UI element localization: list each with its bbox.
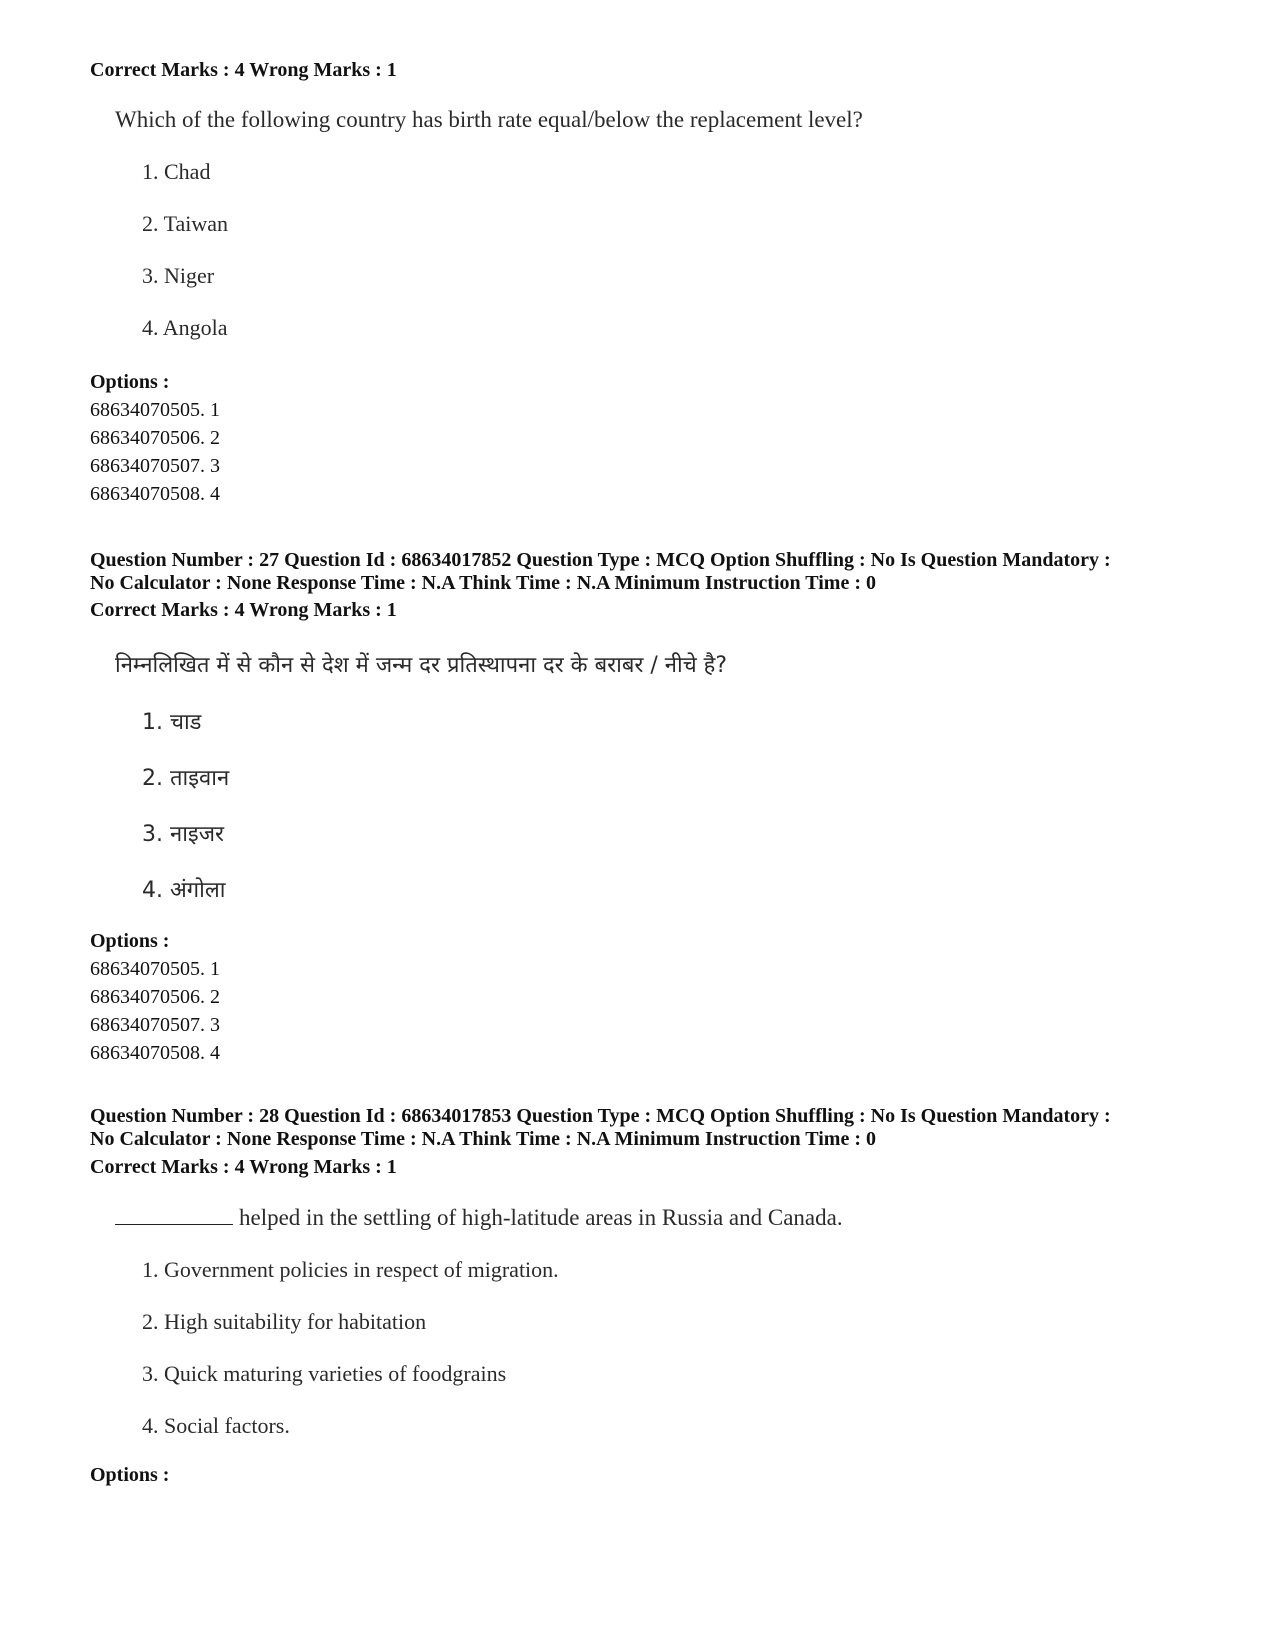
options-label: Options : <box>90 1464 170 1486</box>
marks-line: Correct Marks : 4 Wrong Marks : 1 <box>90 1156 397 1178</box>
question-meta-line: No Calculator : None Response Time : N.A Think Time : N.A Minimum Instruction Time : 0 <box>90 572 876 594</box>
question-meta-line: Question Number : 28 Question Id : 68634017853 Question Type : MCQ Option Shuffling : No Is Question Mandatory : <box>90 1105 1111 1127</box>
marks-line: Correct Marks : 4 Wrong Marks : 1 <box>90 599 397 621</box>
fill-in-blank <box>115 1204 233 1225</box>
choice-item: 3. नाइजर <box>142 822 225 847</box>
question-text: Which of the following country has birth rate equal/below the replacement level? <box>115 107 863 132</box>
choice-item: 3. Quick maturing varieties of foodgrains <box>142 1361 507 1386</box>
question-meta-line: No Calculator : None Response Time : N.A Think Time : N.A Minimum Instruction Time : 0 <box>90 1128 876 1150</box>
marks-line: Correct Marks : 4 Wrong Marks : 1 <box>90 59 397 81</box>
choice-item: 4. Social factors. <box>142 1413 290 1438</box>
option-line: 68634070507. 3 <box>90 455 220 477</box>
option-line: 68634070508. 4 <box>90 483 220 505</box>
question-text: helped in the settling of high-latitude areas in Russia and Canada. <box>239 1205 843 1230</box>
choice-item: 1. Chad <box>142 159 211 184</box>
choice-item: 1. Government policies in respect of migration. <box>142 1257 559 1282</box>
option-line: 68634070505. 1 <box>90 958 220 980</box>
option-line: 68634070507. 3 <box>90 1014 220 1036</box>
options-label: Options : <box>90 371 170 393</box>
choice-item: 2. Taiwan <box>142 211 229 236</box>
choice-item: 4. अंगोला <box>142 878 226 903</box>
choice-item: 2. ताइवान <box>142 766 230 791</box>
choice-item: 4. Angola <box>142 315 228 340</box>
question-row <box>115 1204 843 1232</box>
choice-item: 2. High suitability for habitation <box>142 1309 427 1334</box>
choice-item: 1. चाड <box>142 710 202 735</box>
option-line: 68634070505. 1 <box>90 399 220 421</box>
options-label: Options : <box>90 930 170 952</box>
option-line: 68634070508. 4 <box>90 1042 220 1064</box>
choice-item: 3. Niger <box>142 263 215 288</box>
question-meta-line: Question Number : 27 Question Id : 68634017852 Question Type : MCQ Option Shuffling : No Is Question Mandatory : <box>90 549 1111 571</box>
question-text: निम्नलिखित में से कौन से देश में जन्म दर प्रतिस्थापना दर के बराबर / नीचे है? <box>115 653 728 678</box>
option-line: 68634070506. 2 <box>90 986 220 1008</box>
option-line: 68634070506. 2 <box>90 427 220 449</box>
